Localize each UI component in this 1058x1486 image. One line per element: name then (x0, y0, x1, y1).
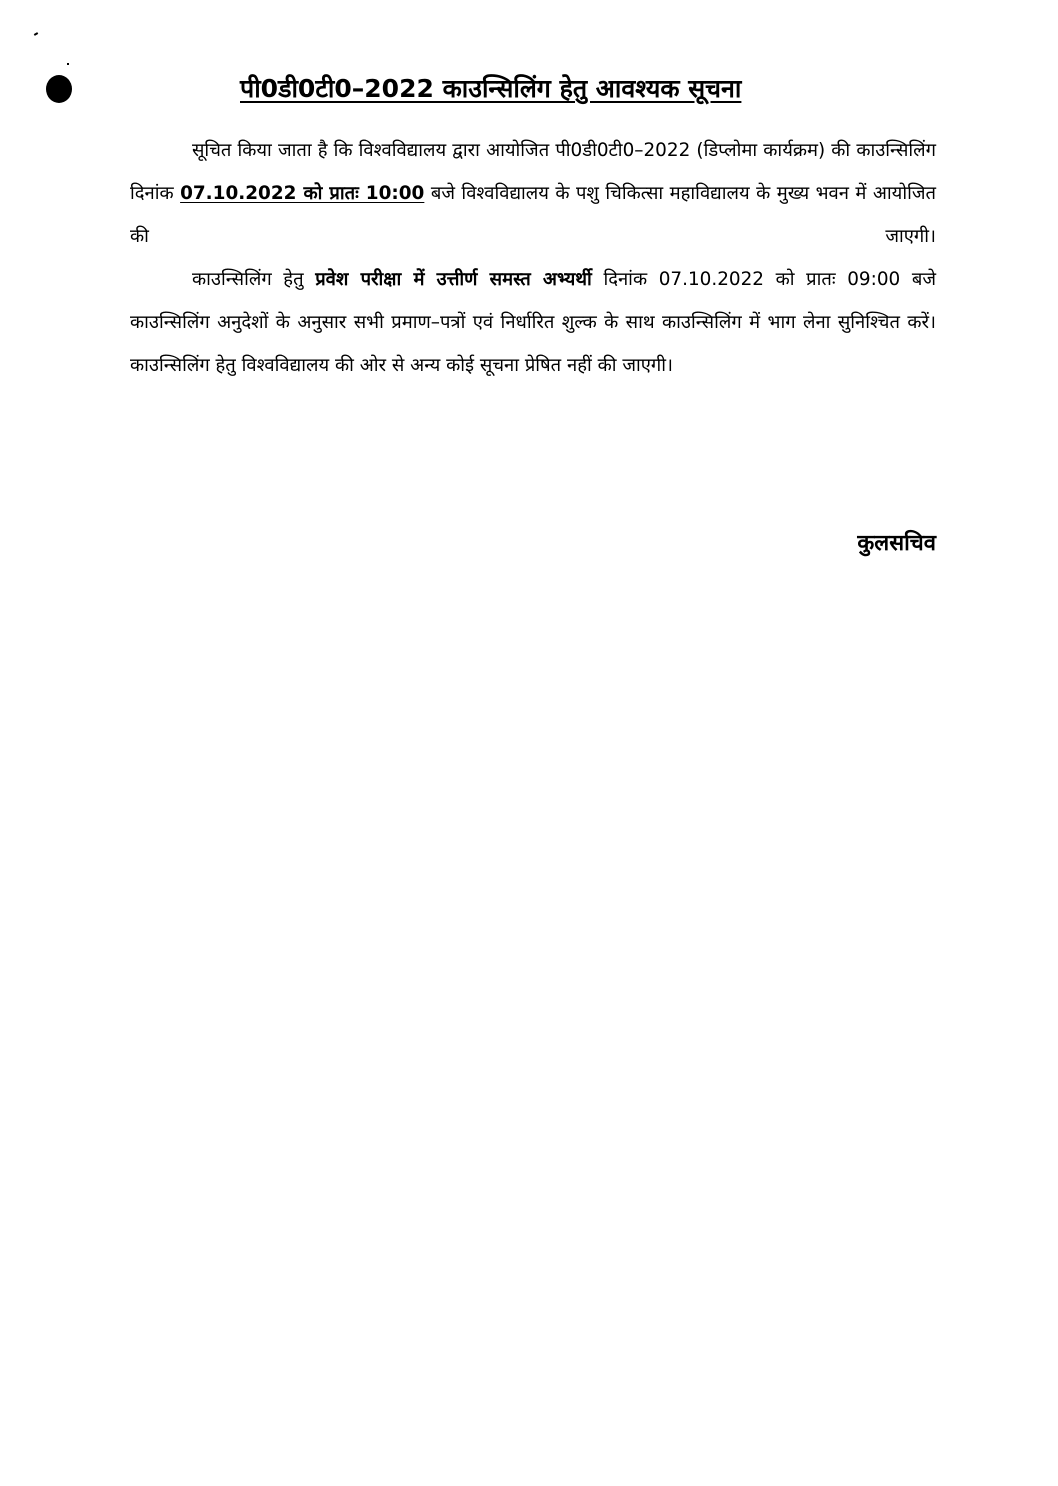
notice-paragraph-1 (130, 129, 936, 258)
eligible-candidates: प्रवेश परीक्षा में उत्तीर्ण समस्त अभ्यर्थी (315, 269, 592, 290)
scan-speck (34, 32, 38, 36)
counselling-date-time: 07.10.2022 को प्रातः 10:00 (180, 183, 425, 204)
paragraph-1-text-b: बजे विश्वविद्यालय के पशु चिकित्सा महाविद्यालय के मुख्य भवन में आयोजित की जाएगी। (130, 183, 936, 247)
signatory-registrar: कुलसचिव (857, 531, 936, 556)
notice-title: पी0डी0टी0–2022 काउन्सिलिंग हेतु आवश्यक सूचना (240, 74, 742, 103)
scan-speck (67, 63, 69, 65)
paragraph-2-text-b: दिनांक 07.10.2022 को प्रातः 09:00 बजे काउन्सिलिंग अनुदेशों के अनुसार सभी प्रमाण–पत्रों एवं निर्धारित शुल्क के साथ काउन्सिलिंग में भाग लेना सुनिश्चित करें। काउन्सिलिंग हेतु विश्वविद्यालय की ओर से अन्य कोई सूचना प्रेषित नहीं की जाएगी। (130, 269, 936, 376)
paragraph-1-text-a: सूचित किया जाता है कि विश्वविद्यालय द्वारा आयोजित पी0डी0टी0–2022 (डिप्लोमा कार्यक्रम) की काउन्सिलिंग दिनांक (130, 140, 936, 204)
punch-hole-mark (46, 75, 72, 103)
paragraph-2-text-a: काउन्सिलिंग हेतु (192, 269, 316, 290)
notice-body (130, 129, 936, 387)
notice-paragraph-2 (130, 258, 936, 387)
